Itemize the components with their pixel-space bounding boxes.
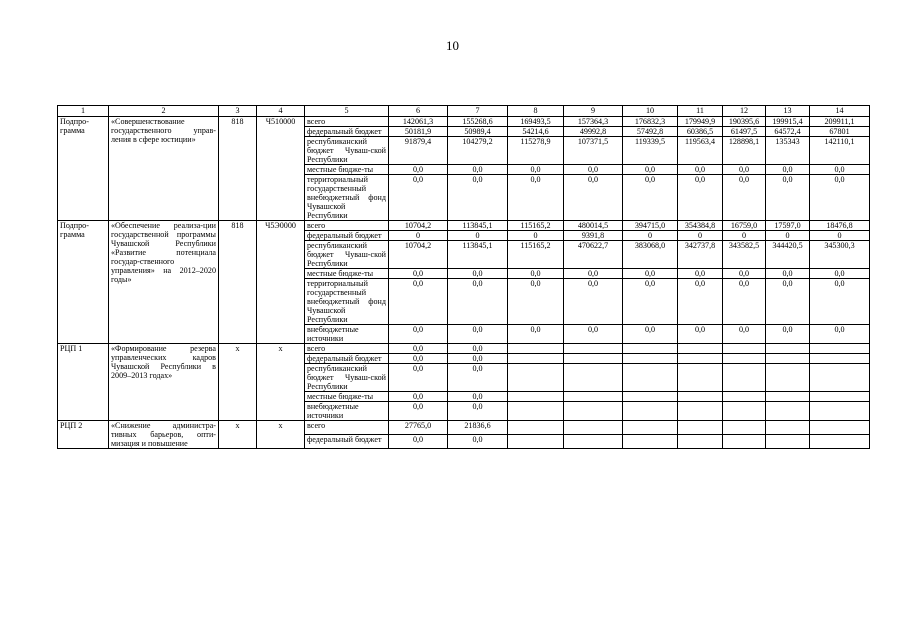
amount-cell: 21836,6 — [448, 421, 508, 435]
amount-cell — [723, 344, 766, 354]
amount-cell — [810, 364, 870, 392]
amount-cell — [508, 354, 564, 364]
amount-cell — [723, 421, 766, 435]
amount-cell: 0,0 — [448, 175, 508, 221]
amount-cell: 50989,4 — [448, 127, 508, 137]
amount-cell: 10704,2 — [389, 241, 448, 269]
amount-cell: 0,0 — [389, 364, 448, 392]
amount-cell — [678, 364, 723, 392]
amount-cell: 0 — [623, 231, 678, 241]
amount-cell: 0,0 — [389, 165, 448, 175]
program-name-cell: «Снижение администра-тивных барьеров, опти-мизация и повышение — [109, 421, 219, 449]
amount-cell: 0,0 — [723, 269, 766, 279]
amount-cell: 0 — [508, 231, 564, 241]
amount-cell: 107371,5 — [564, 137, 623, 165]
amount-cell: 0,0 — [389, 269, 448, 279]
header-row — [58, 106, 870, 117]
amount-cell — [723, 392, 766, 402]
amount-cell — [623, 421, 678, 435]
amount-cell: 67801 — [810, 127, 870, 137]
column-header: 5 — [305, 106, 389, 117]
amount-cell: 0,0 — [623, 269, 678, 279]
column-header: 8 — [508, 106, 564, 117]
amount-cell: 0,0 — [810, 279, 870, 325]
amount-cell: 0,0 — [448, 269, 508, 279]
amount-cell: 142061,3 — [389, 117, 448, 127]
amount-cell: 0,0 — [678, 165, 723, 175]
amount-cell: 113845,1 — [448, 221, 508, 231]
amount-cell — [623, 354, 678, 364]
program-name-cell: «Формирование резерва управленческих кадров Чувашской Республики в 2009–2013 годах» — [109, 344, 219, 421]
amount-cell: 383068,0 — [623, 241, 678, 269]
amount-cell — [623, 392, 678, 402]
amount-cell: 0 — [389, 231, 448, 241]
amount-cell: 115165,2 — [508, 241, 564, 269]
amount-cell: 0,0 — [389, 392, 448, 402]
amount-cell — [508, 421, 564, 435]
amount-cell: 10704,2 — [389, 221, 448, 231]
amount-cell: 0 — [766, 231, 810, 241]
amount-cell — [766, 364, 810, 392]
amount-cell — [723, 435, 766, 449]
funding-source-cell: местные бюдже-ты — [305, 392, 389, 402]
amount-cell: 104279,2 — [448, 137, 508, 165]
amount-cell: 190395,6 — [723, 117, 766, 127]
amount-cell — [766, 354, 810, 364]
amount-cell: 470622,7 — [564, 241, 623, 269]
amount-cell: 61497,5 — [723, 127, 766, 137]
amount-cell — [564, 344, 623, 354]
amount-cell — [508, 392, 564, 402]
amount-cell — [678, 435, 723, 449]
amount-cell: 0,0 — [448, 165, 508, 175]
amount-cell: 0,0 — [389, 435, 448, 449]
amount-cell: 0,0 — [508, 175, 564, 221]
budget-code-cell: x — [257, 344, 305, 421]
amount-cell: 0,0 — [448, 402, 508, 421]
amount-cell: 0,0 — [623, 165, 678, 175]
amount-cell — [810, 402, 870, 421]
amount-cell: 0,0 — [508, 165, 564, 175]
amount-cell: 342737,8 — [678, 241, 723, 269]
funding-source-cell: местные бюдже-ты — [305, 269, 389, 279]
amount-cell: 135343 — [766, 137, 810, 165]
amount-cell — [766, 402, 810, 421]
funding-source-cell: республиканский бюджет Чуваш-ской Республики — [305, 137, 389, 165]
funding-source-cell: всего — [305, 117, 389, 127]
amount-cell — [564, 402, 623, 421]
amount-cell — [623, 402, 678, 421]
column-header: 7 — [448, 106, 508, 117]
amount-cell: 0,0 — [723, 165, 766, 175]
grbs-code-cell: x — [219, 344, 257, 421]
amount-cell: 199915,4 — [766, 117, 810, 127]
amount-cell: 0,0 — [389, 354, 448, 364]
amount-cell: 0,0 — [389, 402, 448, 421]
amount-cell — [678, 354, 723, 364]
amount-cell: 0,0 — [448, 364, 508, 392]
amount-cell — [623, 435, 678, 449]
table-row — [58, 344, 870, 354]
amount-cell: 115165,2 — [508, 221, 564, 231]
amount-cell: 27765,0 — [389, 421, 448, 435]
amount-cell: 119563,4 — [678, 137, 723, 165]
amount-cell: 480014,5 — [564, 221, 623, 231]
amount-cell — [508, 364, 564, 392]
amount-cell: 0,0 — [564, 325, 623, 344]
amount-cell: 176832,3 — [623, 117, 678, 127]
amount-cell: 0,0 — [623, 175, 678, 221]
amount-cell: 0,0 — [508, 269, 564, 279]
amount-cell: 0,0 — [508, 279, 564, 325]
amount-cell — [810, 392, 870, 402]
amount-cell: 157364,3 — [564, 117, 623, 127]
amount-cell — [678, 402, 723, 421]
amount-cell: 0,0 — [448, 392, 508, 402]
column-header: 10 — [623, 106, 678, 117]
amount-cell: 0,0 — [389, 175, 448, 221]
amount-cell — [723, 354, 766, 364]
grbs-code-cell: 818 — [219, 221, 257, 344]
amount-cell: 9391,8 — [564, 231, 623, 241]
amount-cell: 0,0 — [448, 354, 508, 364]
table-row — [58, 421, 870, 435]
amount-cell: 0,0 — [564, 279, 623, 325]
amount-cell: 0,0 — [564, 175, 623, 221]
column-header: 2 — [109, 106, 219, 117]
amount-cell: 0,0 — [678, 279, 723, 325]
program-name-cell: «Совершенствование государственного управ-ления в сфере юстиции» — [109, 117, 219, 221]
amount-cell — [810, 354, 870, 364]
amount-cell — [678, 344, 723, 354]
amount-cell — [623, 344, 678, 354]
amount-cell: 0 — [810, 231, 870, 241]
amount-cell: 0 — [448, 231, 508, 241]
column-header: 6 — [389, 106, 448, 117]
program-status-cell: Подпро-грамма — [58, 221, 109, 344]
amount-cell: 0,0 — [766, 279, 810, 325]
amount-cell — [810, 344, 870, 354]
amount-cell: 18476,8 — [810, 221, 870, 231]
column-header: 1 — [58, 106, 109, 117]
table-row — [58, 221, 870, 231]
amount-cell: 0,0 — [810, 175, 870, 221]
amount-cell: 343582,5 — [723, 241, 766, 269]
amount-cell: 155268,6 — [448, 117, 508, 127]
amount-cell: 394715,0 — [623, 221, 678, 231]
funding-source-cell: внебюджетные источники — [305, 325, 389, 344]
budget-table-body — [58, 117, 870, 449]
amount-cell: 0 — [678, 231, 723, 241]
table-row — [58, 117, 870, 127]
funding-source-cell: федеральный бюджет — [305, 231, 389, 241]
amount-cell: 169493,5 — [508, 117, 564, 127]
funding-source-cell: территориальный государственный внебюджетный фонд Чувашской Республики — [305, 279, 389, 325]
amount-cell: 0,0 — [448, 279, 508, 325]
amount-cell: 0 — [723, 231, 766, 241]
amount-cell: 0,0 — [678, 269, 723, 279]
amount-cell: 0,0 — [678, 175, 723, 221]
program-status-cell: Подпро-грамма — [58, 117, 109, 221]
amount-cell — [508, 435, 564, 449]
amount-cell — [766, 421, 810, 435]
amount-cell — [564, 364, 623, 392]
amount-cell: 0,0 — [766, 165, 810, 175]
budget-code-cell: x — [257, 421, 305, 449]
budget-code-cell: Ч510000 — [257, 117, 305, 221]
amount-cell: 0,0 — [810, 269, 870, 279]
amount-cell: 0,0 — [389, 325, 448, 344]
amount-cell: 0,0 — [508, 325, 564, 344]
amount-cell — [564, 435, 623, 449]
amount-cell: 54214,6 — [508, 127, 564, 137]
program-name-cell: «Обеспечение реализа-ции государственной программы Чувашской Республики «Развитие потенциала государ-ственного управления» на 2012–2020 годы» — [109, 221, 219, 344]
amount-cell: 0,0 — [389, 279, 448, 325]
amount-cell: 0,0 — [564, 165, 623, 175]
amount-cell: 0,0 — [723, 279, 766, 325]
amount-cell: 0,0 — [389, 344, 448, 354]
amount-cell: 17597,0 — [766, 221, 810, 231]
amount-cell — [508, 344, 564, 354]
funding-source-cell: федеральный бюджет — [305, 435, 389, 449]
amount-cell: 0,0 — [723, 175, 766, 221]
amount-cell: 49992,8 — [564, 127, 623, 137]
amount-cell: 57492,8 — [623, 127, 678, 137]
amount-cell: 344420,5 — [766, 241, 810, 269]
amount-cell — [564, 354, 623, 364]
amount-cell: 0,0 — [623, 325, 678, 344]
amount-cell — [810, 435, 870, 449]
amount-cell — [564, 392, 623, 402]
grbs-code-cell: x — [219, 421, 257, 449]
amount-cell — [766, 344, 810, 354]
amount-cell: 0,0 — [623, 279, 678, 325]
amount-cell: 345300,3 — [810, 241, 870, 269]
column-header: 4 — [257, 106, 305, 117]
amount-cell — [623, 364, 678, 392]
funding-source-cell: федеральный бюджет — [305, 127, 389, 137]
amount-cell — [766, 392, 810, 402]
budget-table — [57, 105, 870, 449]
funding-source-cell: внебюджетные источники — [305, 402, 389, 421]
amount-cell: 0,0 — [766, 325, 810, 344]
amount-cell: 115278,9 — [508, 137, 564, 165]
amount-cell: 91879,4 — [389, 137, 448, 165]
amount-cell: 16759,0 — [723, 221, 766, 231]
funding-source-cell: местные бюдже-ты — [305, 165, 389, 175]
amount-cell: 119339,5 — [623, 137, 678, 165]
funding-source-cell: всего — [305, 421, 389, 435]
page-number: 10 — [446, 38, 459, 53]
amount-cell: 0,0 — [448, 435, 508, 449]
budget-code-cell: Ч5Э0000 — [257, 221, 305, 344]
funding-source-cell: федеральный бюджет — [305, 354, 389, 364]
amount-cell: 0,0 — [448, 325, 508, 344]
amount-cell: 0,0 — [766, 269, 810, 279]
program-status-cell: РЦП 1 — [58, 344, 109, 421]
amount-cell: 0,0 — [766, 175, 810, 221]
amount-cell: 179949,9 — [678, 117, 723, 127]
funding-source-cell: всего — [305, 221, 389, 231]
amount-cell: 50181,9 — [389, 127, 448, 137]
column-header: 3 — [219, 106, 257, 117]
amount-cell: 0,0 — [723, 325, 766, 344]
funding-source-cell: республиканский бюджет Чуваш-ской Республики — [305, 364, 389, 392]
amount-cell: 354384,8 — [678, 221, 723, 231]
funding-source-cell: всего — [305, 344, 389, 354]
amount-cell — [678, 392, 723, 402]
amount-cell — [766, 435, 810, 449]
amount-cell — [678, 421, 723, 435]
grbs-code-cell: 818 — [219, 117, 257, 221]
program-status-cell: РЦП 2 — [58, 421, 109, 449]
column-header: 13 — [766, 106, 810, 117]
column-header: 9 — [564, 106, 623, 117]
amount-cell: 209911,1 — [810, 117, 870, 127]
amount-cell: 64572,4 — [766, 127, 810, 137]
amount-cell — [564, 421, 623, 435]
amount-cell: 0,0 — [448, 344, 508, 354]
amount-cell: 0,0 — [564, 269, 623, 279]
amount-cell — [723, 402, 766, 421]
amount-cell — [508, 402, 564, 421]
amount-cell — [723, 364, 766, 392]
amount-cell: 142110,1 — [810, 137, 870, 165]
amount-cell: 0,0 — [810, 165, 870, 175]
amount-cell: 60386,5 — [678, 127, 723, 137]
amount-cell: 128898,1 — [723, 137, 766, 165]
funding-source-cell: территориальный государственный внебюджетный фонд Чувашской Республики — [305, 175, 389, 221]
funding-source-cell: республиканский бюджет Чуваш-ской Республики — [305, 241, 389, 269]
amount-cell: 0,0 — [810, 325, 870, 344]
amount-cell: 113845,1 — [448, 241, 508, 269]
amount-cell — [810, 421, 870, 435]
column-header: 14 — [810, 106, 870, 117]
column-header: 12 — [723, 106, 766, 117]
amount-cell: 0,0 — [678, 325, 723, 344]
column-header: 11 — [678, 106, 723, 117]
